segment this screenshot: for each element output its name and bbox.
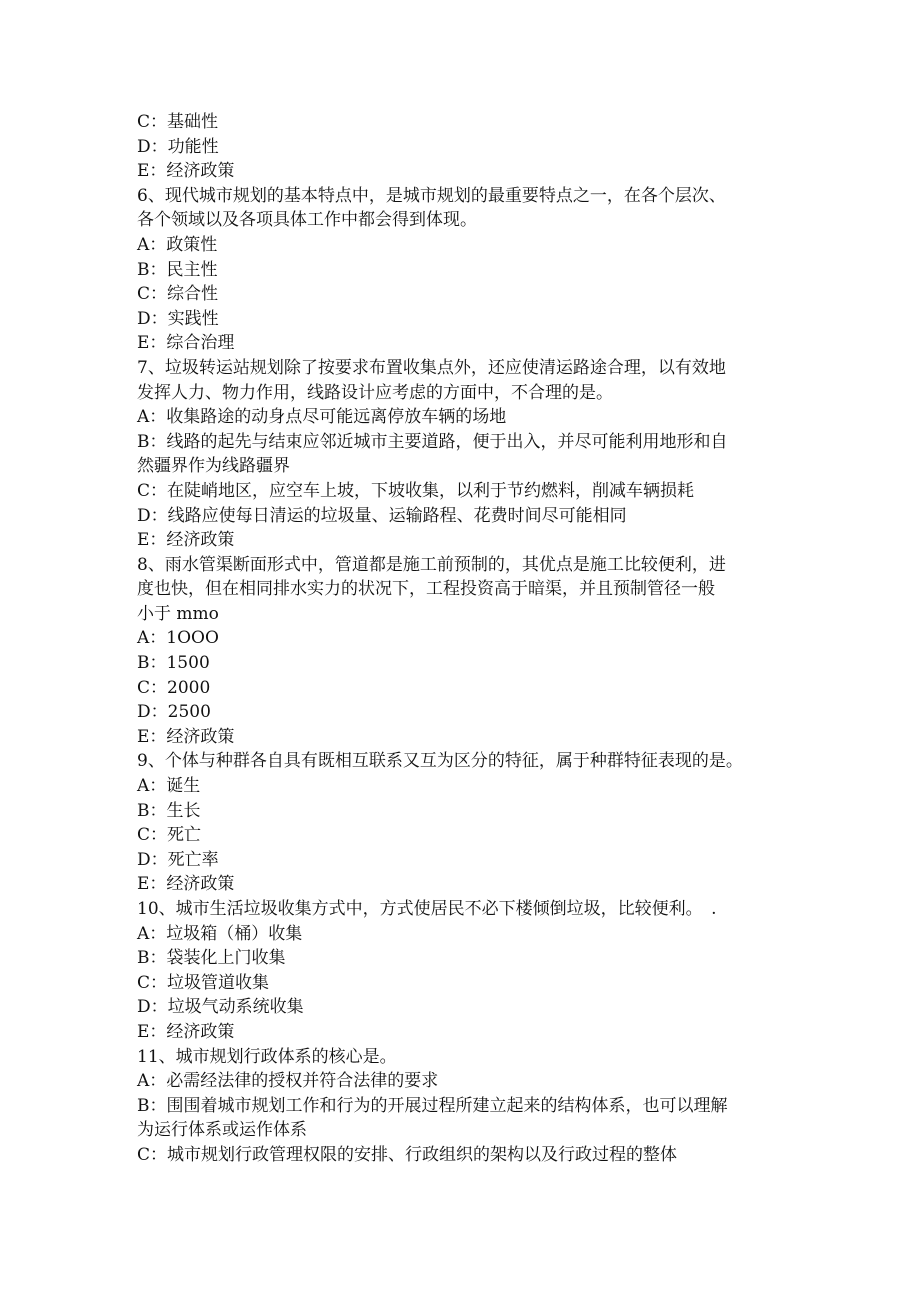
option-line: C：综合性 bbox=[137, 284, 219, 305]
option-line: D：功能性 bbox=[137, 136, 219, 157]
option-line: A：政策性 bbox=[137, 234, 218, 255]
question-10-line-1: 10、城市生活垃圾收集方式中，方式使居民不必下楼倾倒垃圾，比较便利。 . bbox=[137, 899, 717, 919]
option-line: B：线路的起先与结束应邻近城市主要道路，便于出入，并尽可能利用地形和自 bbox=[137, 431, 728, 452]
option-line: A：收集路途的动身点尽可能远离停放车辆的场地 bbox=[137, 407, 507, 428]
option-line: A：必需经法律的授权并符合法律的要求 bbox=[137, 1071, 439, 1092]
option-line: E：经济政策 bbox=[137, 530, 235, 551]
option-line: E：经济政策 bbox=[137, 726, 235, 747]
option-line: B：生长 bbox=[137, 800, 201, 821]
option-line: D：线路应使每日清运的垃圾量、运输路程、花费时间尽可能相同 bbox=[137, 505, 627, 526]
option-line-continued: 然疆界作为线路疆界 bbox=[137, 456, 290, 477]
question-9-line-1: 9、个体与种群各自具有既相互联系又互为区分的特征，属于种群特征表现的是。 bbox=[137, 751, 743, 772]
question-7-line-1: 7、垃圾转运站规划除了按要求布置收集点外，还应使清运路途合理，以有效地 bbox=[137, 357, 726, 378]
option-line: D：实践性 bbox=[137, 308, 219, 329]
option-line: D：2500 bbox=[137, 702, 211, 723]
option-line: B：民主性 bbox=[137, 259, 218, 280]
option-line-continued: 为运行体系或运作体系 bbox=[137, 1120, 307, 1141]
option-line: A：诞生 bbox=[137, 776, 201, 797]
question-6-line-2: 各个领域以及各项具体工作中都会得到体现。 bbox=[137, 210, 477, 231]
question-6-line-1: 6、现代城市规划的基本特点中，是城市规划的最重要特点之一，在各个层次、 bbox=[137, 185, 726, 206]
document-body bbox=[137, 110, 837, 1168]
question-11-line-1: 11、城市规划行政体系的核心是。 bbox=[137, 1046, 397, 1067]
option-line: C：城市规划行政管理权限的安排、行政组织的架构以及行政过程的整体 bbox=[137, 1144, 678, 1165]
option-line: D：死亡率 bbox=[137, 849, 219, 870]
question-8-line-2: 度也快，但在相同排水实力的状况下，工程投资高于暗渠，并且预制管径一般 bbox=[137, 579, 715, 600]
option-line: C：2000 bbox=[137, 677, 211, 698]
option-line: E：经济政策 bbox=[137, 874, 235, 895]
option-line: E：经济政策 bbox=[137, 1021, 235, 1042]
option-line: D：垃圾气动系统收集 bbox=[137, 997, 304, 1018]
option-line: E：综合治理 bbox=[137, 333, 235, 354]
option-line: C：死亡 bbox=[137, 825, 202, 846]
question-8-line-3: 小于 mmo bbox=[137, 603, 219, 624]
option-line: E：经济政策 bbox=[137, 161, 235, 182]
option-line: C：垃圾管道收集 bbox=[137, 972, 270, 993]
option-line: C：基础性 bbox=[137, 112, 219, 132]
question-7-line-2: 发挥人力、物力作用，线路设计应考虑的方面中，不合理的是。 bbox=[137, 382, 613, 403]
option-line: C：在陡峭地区，应空车上坡，下坡收集，以利于节约燃料，削减车辆损耗 bbox=[137, 480, 695, 501]
option-line: B：围围着城市规划工作和行为的开展过程所建立起来的结构体系，也可以理解 bbox=[137, 1095, 728, 1116]
option-line: A：垃圾箱（桶）收集 bbox=[137, 923, 303, 944]
option-line: A：1OOO bbox=[137, 628, 219, 649]
option-line: B：1500 bbox=[137, 653, 210, 674]
question-8-line-1: 8、雨水管渠断面形式中，管道都是施工前预制的，其优点是施工比较便利，进 bbox=[137, 554, 726, 575]
option-line: B：袋装化上门收集 bbox=[137, 948, 286, 969]
